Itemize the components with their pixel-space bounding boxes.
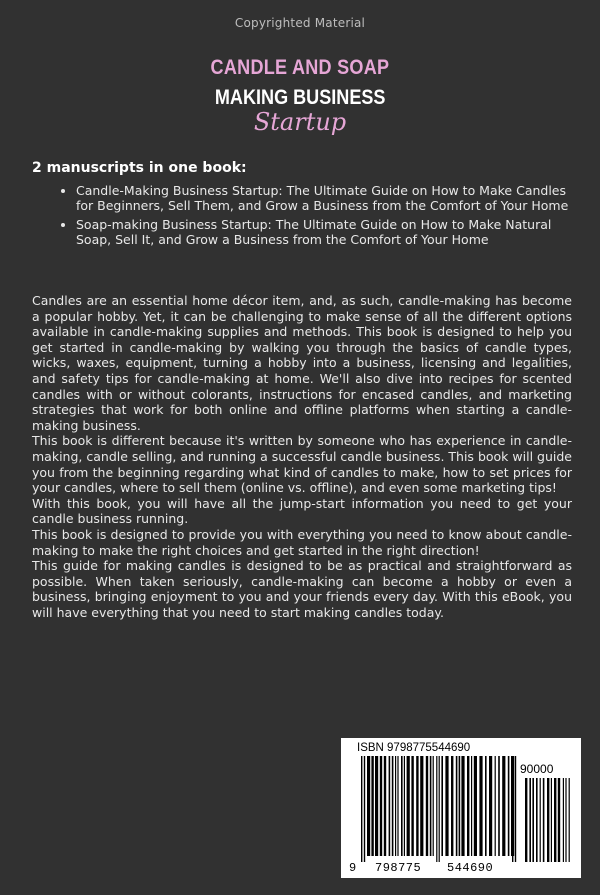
barcode-bar xyxy=(467,756,469,856)
barcode-bar xyxy=(367,756,370,856)
title-line-1: CANDLE AND SOAP xyxy=(210,56,390,79)
barcode-bar xyxy=(426,756,428,856)
barcode-bar xyxy=(420,756,423,856)
barcode-bar xyxy=(515,756,516,862)
isbn-barcode xyxy=(341,738,581,878)
barcode-bar xyxy=(498,756,500,856)
barcode-bar xyxy=(495,756,496,856)
barcode-addon-bar xyxy=(525,778,527,862)
barcode-bar xyxy=(395,756,396,856)
barcode-addon-bar xyxy=(532,778,534,862)
barcode-bar xyxy=(441,756,443,856)
barcode-bar xyxy=(397,756,398,856)
book-description xyxy=(32,293,572,620)
barcode-addon-bar xyxy=(569,778,570,862)
barcode-bar xyxy=(439,756,440,862)
barcode-digit-lead: 9 xyxy=(349,861,357,875)
barcode-bar xyxy=(401,756,403,856)
barcode-addon-bar xyxy=(563,778,564,862)
title-line-2: MAKING BUSINESS xyxy=(214,86,386,109)
barcode-bar xyxy=(459,756,461,856)
barcode-bars xyxy=(341,738,581,878)
barcode-digits-right: 544690 xyxy=(447,861,494,875)
barcode-bar xyxy=(411,756,413,856)
barcode-bar xyxy=(456,756,458,856)
barcode-addon-bar xyxy=(543,778,545,862)
barcode-bar xyxy=(407,756,410,856)
barcode-bar xyxy=(389,756,391,856)
barcode-bar xyxy=(433,756,434,856)
copyright-notice: Copyrighted Material xyxy=(234,16,366,30)
barcode-bar xyxy=(430,756,432,856)
manuscript-list xyxy=(60,183,586,251)
barcode-addon-bar xyxy=(551,778,552,862)
barcode-addon-bar xyxy=(565,778,566,862)
barcode-bar xyxy=(375,756,378,856)
barcode-bar xyxy=(380,756,382,856)
barcode-bar xyxy=(471,756,472,856)
barcode-bar xyxy=(384,756,386,856)
paragraph: Candles are an essential home décor item, and, as such, candle-making has become a popular hobby. Yet, it can be challenging to make sense of all the different options available in candle-making supplies and methods. This book is designed to help you get started in candle-making by walking you through the basics of candle types, wicks, waxes, equipment, turning a hobby into a business, licensing and legalities, and safety tips for candle-making at home. We'll also dive into recipes for scented candles with or without colorants, instructions for encased candles, and marketing strategies that work for both online and offline platforms when starting a candle-making business. xyxy=(32,293,572,433)
barcode-bar xyxy=(461,756,464,856)
barcode-bar xyxy=(502,756,505,856)
barcode-bar xyxy=(474,756,477,856)
barcode-bar xyxy=(479,756,482,856)
barcode-bar xyxy=(371,756,373,856)
paragraph: This book is different because it's written by someone who has experience in candle-making, candle selling, and running a successful candle business. This book will guide you from the beginning regarding what kind of candles to make, how to set prices for your candles, where to sell them (online vs. offline), and even some marketing tips! xyxy=(32,433,572,496)
barcode-bar xyxy=(485,756,487,856)
barcode-bar xyxy=(489,756,492,856)
paragraph: This book is designed to provide you with everything you need to know about candle-making to make the right choices and get started in the right direction! xyxy=(32,526,572,558)
isbn-label: ISBN 9798775544690 xyxy=(357,742,471,754)
barcode-addon-bar xyxy=(536,778,538,862)
barcode-bar xyxy=(416,756,418,856)
barcode-addon-bar xyxy=(554,778,556,862)
barcode-digits-left: 798775 xyxy=(375,861,422,875)
barcode-bar xyxy=(512,756,513,862)
barcode-addon-bar xyxy=(558,778,560,862)
list-item: • Soap-making Business Startup: The Ultimate Guide on How to Make Natural Soap, Sell It, and Grow a Business from the Comfort of Your Home xyxy=(76,217,586,247)
barcode-bar xyxy=(436,756,437,862)
paragraph: With this book, you will have all the jump-start information you need to get your candle business running. xyxy=(32,495,572,527)
barcode-bar xyxy=(392,756,394,856)
manuscripts-lead: 2 manuscripts in one book: xyxy=(32,160,247,176)
barcode-bar xyxy=(451,756,453,856)
list-item: • Candle-Making Business Startup: The Ultimate Guide on How to Make Candles for Beginners, Sell Them, and Grow a Business from the Comfort of Your Home xyxy=(76,183,586,213)
book-title xyxy=(0,56,600,136)
paragraph: This guide for making candles is designed to be as practical and straightforward as possible. When taken seriously, candle-making can become a hobby or even a business, bringing enjoyment to you and your friends every day. With this eBook, you will have everything that you need to start making candles today. xyxy=(32,558,572,620)
barcode-bar xyxy=(361,756,362,862)
barcode-bar xyxy=(404,756,405,856)
barcode-addon-bar xyxy=(547,778,549,862)
barcode-bar xyxy=(364,756,365,862)
barcode-bar xyxy=(508,756,510,856)
title-line-3: Startup xyxy=(253,108,347,136)
barcode-addon-bar xyxy=(540,778,541,862)
barcode-bar xyxy=(445,756,448,856)
barcode-addon-bar xyxy=(529,778,531,862)
price-code: 90000 xyxy=(520,762,554,776)
